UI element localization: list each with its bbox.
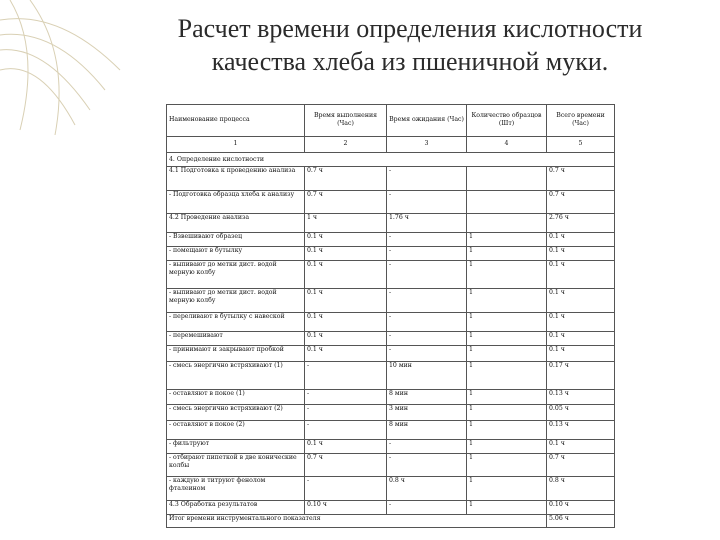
table-cell: 1 xyxy=(467,404,547,420)
table-row xyxy=(167,261,615,289)
table-row xyxy=(167,477,615,500)
header-cell: Время ожидания (Час) xyxy=(387,105,467,137)
table-cell: 0.1 ч xyxy=(305,289,387,312)
table-cell: 0.1 ч xyxy=(547,233,615,247)
table-cell: 4.2 Проведение анализа xyxy=(167,214,305,233)
table-body xyxy=(167,167,615,515)
table-cell: - выпивают до метки дист. водой мерную колбу xyxy=(167,289,305,312)
table-row xyxy=(167,289,615,312)
total-row xyxy=(167,515,615,528)
table-cell: - переливают в бутылку с навеской xyxy=(167,312,305,331)
table-cell: 0.17 ч xyxy=(547,362,615,390)
table-cell: 1 xyxy=(467,331,547,345)
table-row xyxy=(167,420,615,439)
table-cell: 1 xyxy=(467,312,547,331)
table-row xyxy=(167,345,615,361)
table-cell: 0.1 ч xyxy=(547,261,615,289)
table-row xyxy=(167,190,615,213)
table-cell: 1 xyxy=(467,477,547,500)
table-cell: - xyxy=(387,331,467,345)
total-value: 5.06 ч xyxy=(547,515,615,528)
table-cell: 0.1 ч xyxy=(547,331,615,345)
table-cell: 0.10 ч xyxy=(305,500,387,514)
table-cell: - xyxy=(387,261,467,289)
table-cell: 3 мин xyxy=(387,404,467,420)
table-row xyxy=(167,439,615,453)
header-row xyxy=(167,105,615,137)
column-number: 4 xyxy=(467,136,547,152)
table-cell: 1 xyxy=(467,439,547,453)
title-line-1: Расчет времени определения кислотности xyxy=(177,14,643,43)
table-cell: 0.10 ч xyxy=(547,500,615,514)
total-label: Итог времени инструментального показателя xyxy=(167,515,547,528)
table-cell: 0.7 ч xyxy=(547,453,615,476)
table-cell: - xyxy=(305,390,387,404)
table-cell: 0.1 ч xyxy=(547,439,615,453)
table-cell: 0.05 ч xyxy=(547,404,615,420)
table-cell: - xyxy=(387,233,467,247)
table-cell xyxy=(467,214,547,233)
table-cell xyxy=(467,167,547,190)
table-cell: - принимают и закрывают пробкой xyxy=(167,345,305,361)
table-cell: 0.7 ч xyxy=(305,190,387,213)
table-cell: - фильтруют xyxy=(167,439,305,453)
table-row xyxy=(167,331,615,345)
table-cell: 0.1 ч xyxy=(305,312,387,331)
column-number: 3 xyxy=(387,136,467,152)
table-cell: 2.76 ч xyxy=(547,214,615,233)
section-row xyxy=(167,153,615,167)
table-cell: 1 ч xyxy=(305,214,387,233)
table-row xyxy=(167,233,615,247)
table-cell: - xyxy=(387,312,467,331)
table-cell: 1 xyxy=(467,362,547,390)
table-cell: - смесь энергично встряхивают (1) xyxy=(167,362,305,390)
table-cell: 0.7 ч xyxy=(547,190,615,213)
table-cell: - перемешивают xyxy=(167,331,305,345)
column-number-row xyxy=(167,136,615,152)
table-cell: 10 мин xyxy=(387,362,467,390)
table-cell: 0.1 ч xyxy=(547,345,615,361)
table-cell: 0.8 ч xyxy=(387,477,467,500)
table-cell: - xyxy=(305,362,387,390)
table-cell: - xyxy=(387,500,467,514)
table-cell: 0.1 ч xyxy=(305,233,387,247)
table-cell: 0.1 ч xyxy=(305,247,387,261)
header-cell: Всего времени (Час) xyxy=(547,105,615,137)
table-cell: - xyxy=(305,420,387,439)
table-cell: 0.1 ч xyxy=(547,312,615,331)
table-cell: - смесь энергично встряхивают (2) xyxy=(167,404,305,420)
table-row xyxy=(167,362,615,390)
time-calculation-table xyxy=(166,104,615,528)
table-row xyxy=(167,404,615,420)
table-cell xyxy=(467,190,547,213)
table-cell: 0.8 ч xyxy=(547,477,615,500)
title-line-2: качества хлеба из пшеничной муки. xyxy=(211,47,609,76)
column-number: 1 xyxy=(167,136,305,152)
table-cell: 0.7 ч xyxy=(305,453,387,476)
table-cell: 1 xyxy=(467,261,547,289)
table-cell: - каждую и титруют фенолом фталеином xyxy=(167,477,305,500)
table-cell: 1 xyxy=(467,345,547,361)
table-cell: 1.76 ч xyxy=(387,214,467,233)
table-cell: - помещают в бутылку xyxy=(167,247,305,261)
table-cell: 8 мин xyxy=(387,390,467,404)
table-cell: - xyxy=(387,247,467,261)
table-row xyxy=(167,453,615,476)
table-cell: - xyxy=(387,453,467,476)
table-row xyxy=(167,500,615,514)
header-cell: Количество образцов (Шт) xyxy=(467,105,547,137)
header-cell: Наименование процесса xyxy=(167,105,305,137)
table-cell: - Взвешивают образец xyxy=(167,233,305,247)
table-cell: 8 мин xyxy=(387,420,467,439)
table-cell: 4.1 Подготовка к проведению анализа xyxy=(167,167,305,190)
table-cell: 1 xyxy=(467,500,547,514)
table-row xyxy=(167,390,615,404)
table-cell: 0.7 ч xyxy=(547,167,615,190)
table-row xyxy=(167,167,615,190)
slide-title xyxy=(130,12,690,78)
table-cell: 0.1 ч xyxy=(547,289,615,312)
table-cell: - xyxy=(387,289,467,312)
table-cell: 1 xyxy=(467,289,547,312)
table-cell: - оставляют в покое (2) xyxy=(167,420,305,439)
column-number: 2 xyxy=(305,136,387,152)
table-cell: 1 xyxy=(467,390,547,404)
table-cell: - xyxy=(387,167,467,190)
table-row xyxy=(167,312,615,331)
column-number: 5 xyxy=(547,136,615,152)
table-cell: 1 xyxy=(467,247,547,261)
table-cell: 1 xyxy=(467,233,547,247)
table-cell: 4.3 Обработка результатов xyxy=(167,500,305,514)
table-cell: 0.1 ч xyxy=(547,247,615,261)
table-cell: 1 xyxy=(467,420,547,439)
table-row xyxy=(167,247,615,261)
section-title: 4. Определение кислотности xyxy=(167,153,615,167)
table-cell: - xyxy=(305,477,387,500)
table-cell: 0.13 ч xyxy=(547,390,615,404)
table-cell: 0.1 ч xyxy=(305,261,387,289)
table-cell: - xyxy=(387,190,467,213)
table-cell: - Подготовка образца хлеба к анализу xyxy=(167,190,305,213)
table-cell: - отбирают пипеткой в две конические колбы xyxy=(167,453,305,476)
table-cell: 1 xyxy=(467,453,547,476)
table-cell: - оставляют в покое (1) xyxy=(167,390,305,404)
table-cell: 0.1 ч xyxy=(305,331,387,345)
table-cell: - выпивают до метки дист. водой мерную колбу xyxy=(167,261,305,289)
table-cell: 0.13 ч xyxy=(547,420,615,439)
table-cell: - xyxy=(305,404,387,420)
table-cell: 0.1 ч xyxy=(305,439,387,453)
table-cell: 0.1 ч xyxy=(305,345,387,361)
table-cell: 0.7 ч xyxy=(305,167,387,190)
table-cell: - xyxy=(387,439,467,453)
header-cell: Время выполнения (Час) xyxy=(305,105,387,137)
table-row xyxy=(167,214,615,233)
decorative-swirl xyxy=(0,0,150,135)
table-cell: - xyxy=(387,345,467,361)
